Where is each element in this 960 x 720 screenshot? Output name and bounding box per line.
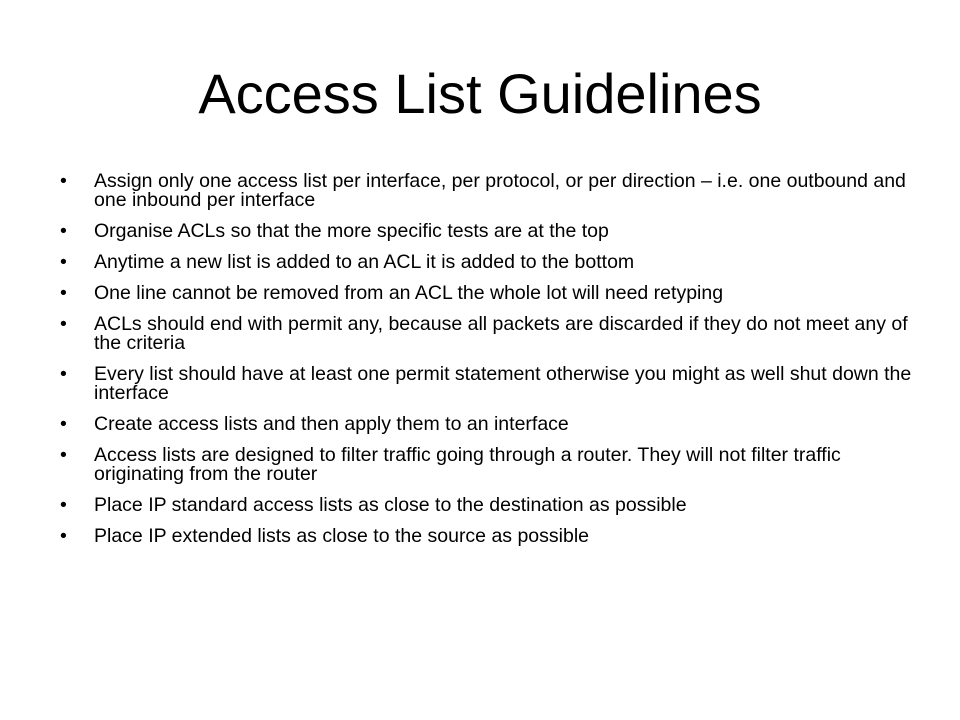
bullet-text: Assign only one access list per interface, per protocol, or per direction – i.e. one outbound and one inbound per interface	[94, 170, 906, 211]
bullet-text: Create access lists and then apply them to an interface	[94, 413, 569, 435]
bullet-item	[60, 527, 920, 546]
bullet-item	[60, 315, 920, 353]
bullet-dot-icon: •	[60, 444, 67, 466]
bullet-dot-icon: •	[60, 413, 67, 435]
bullet-list	[60, 172, 920, 558]
bullet-item	[60, 415, 920, 434]
bullet-text: ACLs should end with permit any, because all packets are discarded if they do not meet any of the criteria	[94, 313, 908, 354]
bullet-dot-icon: •	[60, 251, 67, 273]
bullet-item	[60, 253, 920, 272]
bullet-dot-icon: •	[60, 220, 67, 242]
bullet-text: Every list should have at least one permit statement otherwise you might as well shut down the interface	[94, 363, 912, 404]
bullet-item	[60, 284, 920, 303]
bullet-dot-icon: •	[60, 313, 67, 335]
bullet-dot-icon: •	[60, 494, 67, 516]
bullet-dot-icon: •	[60, 363, 67, 385]
bullet-text: Anytime a new list is added to an ACL it is added to the bottom	[94, 251, 635, 273]
bullet-item	[60, 446, 920, 484]
bullet-text: Place IP extended lists as close to the source as possible	[94, 525, 590, 547]
slide-title: Access List Guidelines	[198, 62, 762, 125]
bullet-dot-icon: •	[60, 525, 67, 547]
bullet-item	[60, 496, 920, 515]
bullet-text: One line cannot be removed from an ACL the whole lot will need retyping	[94, 282, 724, 304]
bullet-item	[60, 222, 920, 241]
bullet-text: Organise ACLs so that the more specific tests are at the top	[94, 220, 609, 242]
bullet-dot-icon: •	[60, 170, 67, 192]
bullet-item	[60, 172, 920, 210]
bullet-text: Access lists are designed to filter traffic going through a router. They will not filter traffic originating from the router	[94, 444, 841, 485]
bullet-item	[60, 365, 920, 403]
bullet-text: Place IP standard access lists as close to the destination as possible	[94, 494, 687, 516]
bullet-dot-icon: •	[60, 282, 67, 304]
